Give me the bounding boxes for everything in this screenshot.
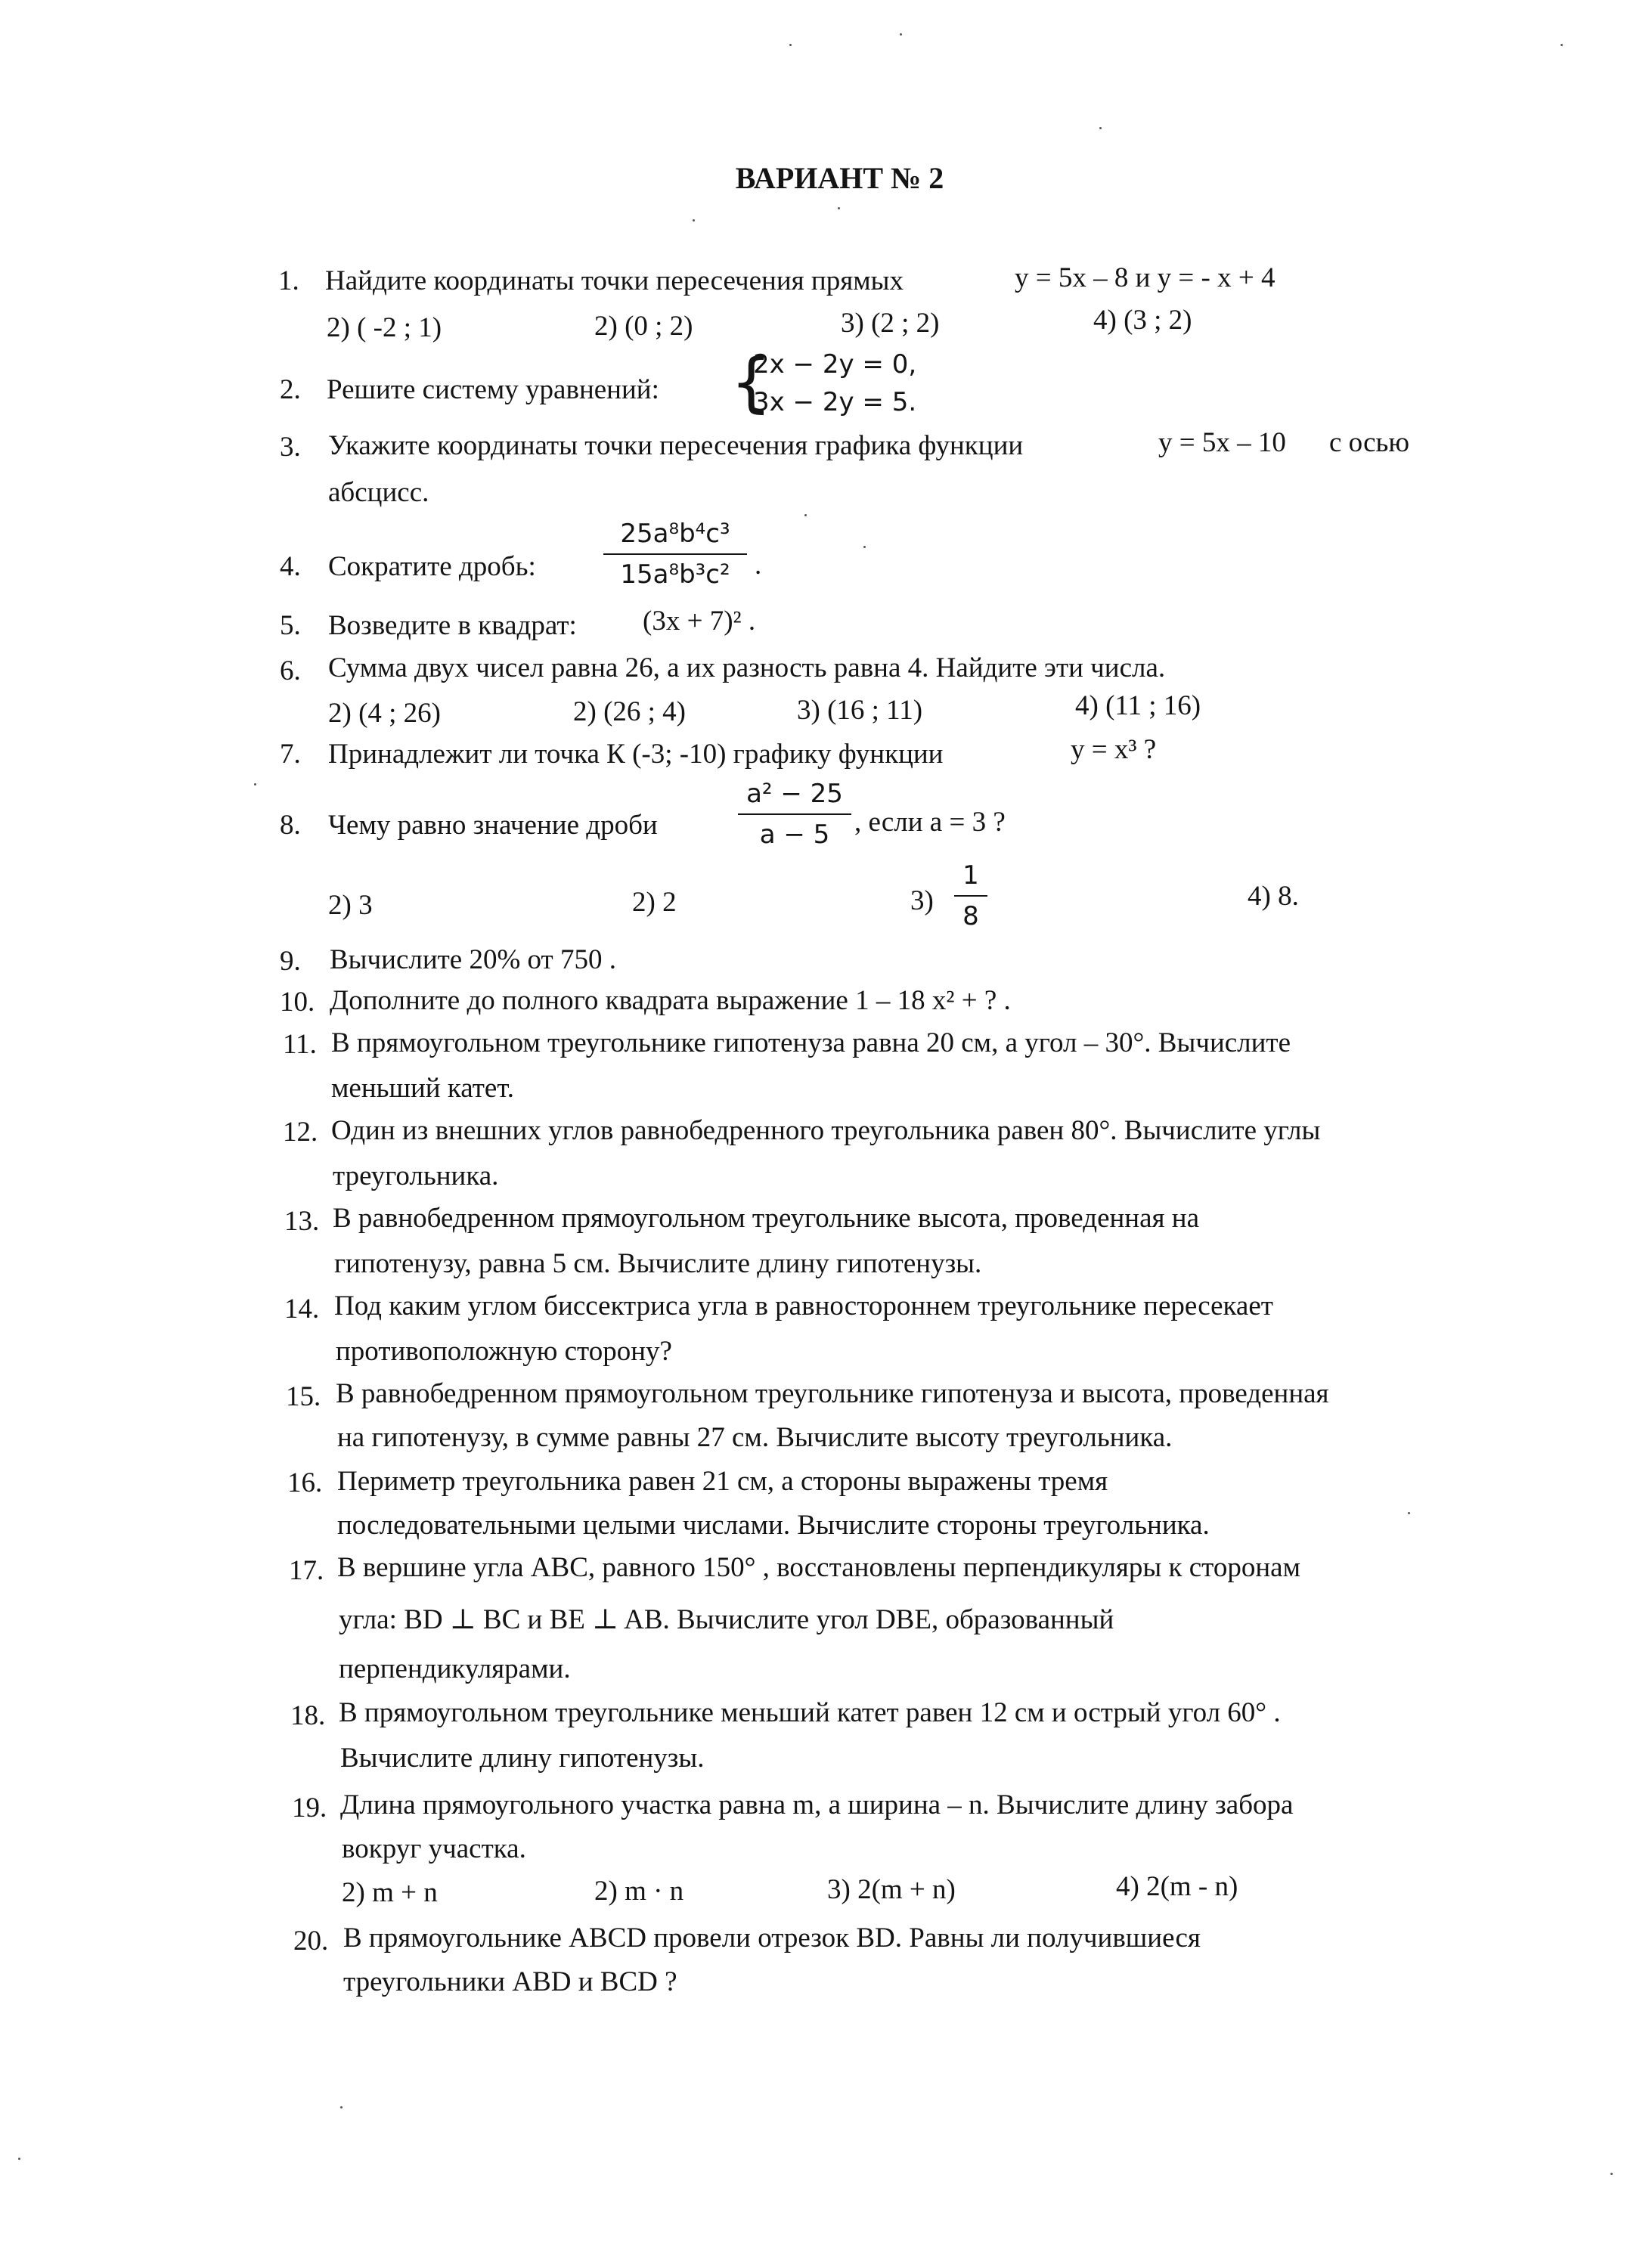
q5-number: 5.: [280, 610, 301, 641]
scan-speck: [18, 2158, 20, 2160]
q7-text: Принадлежит ли точка К (-3; -10) графику функции: [328, 739, 944, 770]
scan-speck: [1408, 1512, 1410, 1514]
q2-text: Решите систему уравнений:: [327, 374, 659, 405]
q14-line-2: противоположную сторону?: [336, 1336, 672, 1367]
q4-numerator: 25a⁸b⁴c³: [620, 519, 730, 549]
q20-line-2: треугольники ABD и BCD ?: [343, 1966, 677, 1997]
q6-number: 6.: [280, 655, 301, 686]
q4-denominator: 15a⁸b³c²: [620, 559, 730, 590]
q9-text: Вычислите 20% от 750 .: [330, 944, 616, 975]
q19-option-2: 2) m · n: [594, 1876, 684, 1907]
q6-option-2: 2) (26 ; 4): [573, 696, 686, 727]
q6-option-4: 4) (11 ; 16): [1075, 690, 1201, 721]
q13-line-1: В равнобедренном прямоугольном треугольнике высота, проведенная на: [333, 1203, 1200, 1234]
q8-option-3-denominator: 8: [962, 901, 979, 931]
scan-speck: [254, 783, 256, 785]
scan-speck: [693, 219, 695, 222]
q18-line-2: Вычислите длину гипотенузы.: [340, 1743, 705, 1774]
fraction-bar: [603, 553, 747, 555]
q3-expression: y = 5x – 10: [1158, 427, 1286, 458]
scan-speck: [789, 44, 792, 46]
scan-speck: [863, 546, 866, 548]
q4-fraction: [603, 519, 747, 590]
q8-option-3: 3): [910, 885, 934, 916]
q8-denominator: a − 5: [759, 820, 830, 850]
q1-option-3: 3) (2 ; 2): [841, 308, 940, 339]
q13-line-2: гипотенузу, равна 5 см. Вычислите длину гипотенузы.: [334, 1248, 982, 1279]
q12-line-2: треугольника.: [333, 1160, 499, 1191]
q12-number: 12.: [283, 1117, 318, 1148]
q10-text: Дополните до полного квадрата выражение 1 – 18 x² + ? .: [330, 985, 1011, 1016]
fraction-bar: [738, 813, 851, 815]
q17-line-1: В вершине угла АВС, равного 150° , восстановлены перпендикуляры к сторонам: [337, 1552, 1300, 1583]
q3-number: 3.: [280, 432, 301, 463]
q10-number: 10.: [280, 987, 315, 1018]
q11-number: 11.: [283, 1029, 317, 1060]
system-brace: {: [730, 345, 772, 420]
q13-number: 13.: [284, 1206, 320, 1237]
q6-option-1: 2) (4 ; 26): [328, 698, 441, 729]
q19-line-1: Длина прямоугольного участка равна m, а ширина – n. Вычислите длину забора: [340, 1789, 1294, 1820]
q14-line-1: Под каким углом биссектриса угла в равностороннем треугольнике пересекает: [334, 1290, 1273, 1321]
q20-line-1: В прямоугольнике ABCD провели отрезок BD. Равны ли получившиеся: [343, 1923, 1201, 1954]
q8-fraction: [738, 779, 851, 850]
q8-text: Чему равно значение дроби: [328, 810, 658, 841]
scan-speck: [900, 33, 902, 36]
q1-option-2: 2) (0 ; 2): [594, 311, 693, 342]
scan-speck: [1561, 44, 1563, 46]
q9-number: 9.: [280, 946, 301, 977]
q8-tail: , если a = 3 ?: [854, 807, 1006, 838]
q17-line-3: перпендикулярами.: [339, 1653, 571, 1684]
q8-option-2: 2) 2: [632, 887, 677, 918]
q8-option-1: 2) 3: [328, 890, 373, 921]
q12-line-1: Один из внешних углов равнобедренного треугольника равен 80°. Вычислите углы: [331, 1115, 1321, 1146]
scan-speck: [1099, 127, 1102, 129]
q7-number: 7.: [280, 739, 301, 770]
q15-number: 15.: [286, 1381, 321, 1412]
q8-option-3-numerator: 1: [962, 860, 979, 891]
q5-text: Возведите в квадрат:: [328, 610, 577, 641]
q1-option-1: 2) ( -2 ; 1): [327, 312, 442, 343]
q16-number: 16.: [287, 1467, 323, 1498]
q17-line-2: угла: BD ⊥ BC и BE ⊥ AB. Вычислите угол DBE, образованный: [339, 1604, 1114, 1635]
q1-number: 1.: [278, 265, 299, 296]
q4-number: 4.: [280, 551, 301, 582]
q19-number: 19.: [292, 1792, 327, 1823]
q18-number: 18.: [290, 1700, 326, 1731]
q6-text: Сумма двух чисел равна 26, а их разность равна 4. Найдите эти числа.: [328, 652, 1166, 683]
q3-line-2: абсцисс.: [328, 477, 429, 508]
scan-speck: [1610, 2173, 1613, 2175]
q3-tail: с осью: [1329, 427, 1410, 458]
q19-option-3: 3) 2(m + n): [827, 1874, 956, 1905]
q1-text: Найдите координаты точки пересечения прямых: [325, 265, 904, 296]
fraction-bar: [954, 895, 987, 897]
q1-expression: y = 5x – 8 и y = - x + 4: [1015, 262, 1275, 293]
q3-line-1: Укажите координаты точки пересечения графика функции: [328, 430, 1024, 461]
q8-number: 8.: [280, 810, 301, 841]
q8-option-4: 4) 8.: [1248, 881, 1299, 912]
q8-option-3-fraction: [954, 860, 987, 931]
q11-line-1: В прямоугольном треугольнике гипотенуза равна 20 см, а угол – 30°. Вычислите: [331, 1027, 1291, 1058]
q7-expression: y = x³ ?: [1071, 734, 1157, 765]
q5-expression: (3x + 7)² .: [643, 606, 756, 637]
q19-option-4: 4) 2(m - n): [1116, 1871, 1238, 1902]
q19-line-2: вокруг участка.: [342, 1833, 526, 1864]
q15-line-1: В равнобедренном прямоугольном треугольнике гипотенуза и высота, проведенная: [336, 1378, 1329, 1409]
q20-number: 20.: [293, 1926, 329, 1957]
q14-number: 14.: [284, 1294, 320, 1325]
q1-option-4: 4) (3 ; 2): [1093, 305, 1192, 336]
q11-line-2: меньший катет.: [331, 1073, 514, 1104]
q2-number: 2.: [280, 374, 301, 405]
q2-equation-1: 2x − 2y = 0,: [753, 349, 917, 380]
q8-numerator: a² − 25: [746, 779, 843, 809]
page-title: ВАРИАНТ № 2: [735, 161, 944, 195]
scan-speck: [838, 207, 840, 209]
q16-line-1: Периметр треугольника равен 21 см, а стороны выражены тремя: [337, 1466, 1108, 1497]
q4-text: Сократите дробь:: [328, 551, 536, 582]
q2-equation-2: 3x − 2y = 5.: [753, 387, 917, 417]
q19-option-1: 2) m + n: [342, 1877, 438, 1908]
scan-speck: [804, 514, 807, 516]
q4-end: .: [755, 550, 762, 581]
scan-speck: [340, 2106, 343, 2108]
q16-line-2: последовательными целыми числами. Вычислите стороны треугольника.: [337, 1510, 1210, 1541]
q6-option-3: 3) (16 ; 11): [797, 695, 923, 726]
q15-line-2: на гипотенузу, в сумме равны 27 см. Вычислите высоту треугольника.: [337, 1422, 1173, 1453]
q17-number: 17.: [289, 1555, 324, 1586]
q18-line-1: В прямоугольном треугольнике меньший катет равен 12 см и острый угол 60° .: [339, 1697, 1281, 1728]
